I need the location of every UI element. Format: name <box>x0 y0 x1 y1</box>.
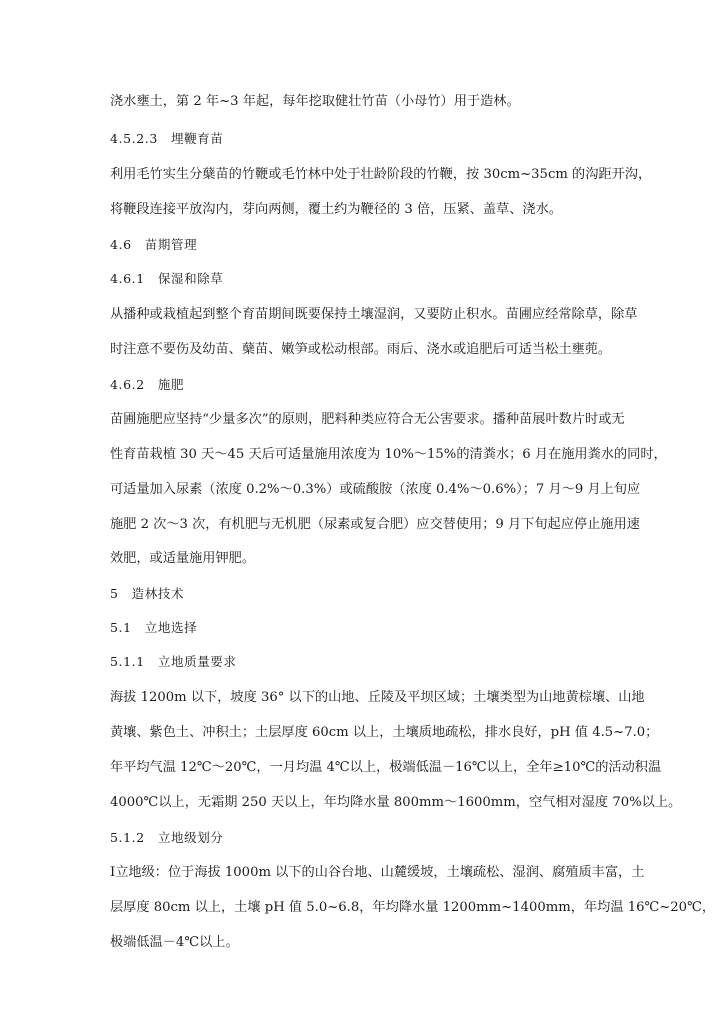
section-heading-5-1-2: 5.1.2 立地级划分 <box>110 830 224 845</box>
paragraph-line: 海拔 1200m 以下，坡度 36° 以下的山地、丘陵及平坝区域；土壤类型为山地黄棕壤、山地 <box>110 690 645 705</box>
paragraph-line: Ⅰ立地级：位于海拔 1000m 以下的山谷台地、山麓缓坡，土壤疏松、湿润、腐殖质丰富，土 <box>110 865 645 880</box>
paragraph-line: 苗圃施肥应坚持“少量多次”的原则，肥料种类应符合无公害要求。播种苗展叶数片时或无 <box>110 412 625 427</box>
section-heading-5: 5 造林技术 <box>110 586 185 601</box>
paragraph-line: 施肥 2 次～3 次，有机肥与无机肥（尿素或复合肥）应交替使用；9 月下旬起应停止施用速 <box>110 517 640 532</box>
paragraph-line: 极端低温－4℃以上。 <box>110 935 239 950</box>
paragraph-line: 利用毛竹实生分蘖苗的竹鞭或毛竹林中处于壮龄阶段的竹鞭，按 30cm~35cm 的沟距开沟， <box>110 167 652 182</box>
paragraph-line: 将鞭段连接平放沟内，芽向两侧，覆土约为鞭径的 3 倍，压紧、盖草、浇水。 <box>110 202 562 217</box>
paragraph-line: 浇水壅土，第 2 年~3 年起，每年挖取健壮竹苗（小母竹）用于造林。 <box>110 94 520 109</box>
paragraph-line: 可适量加入尿素（浓度 0.2%～0.3%）或硫酸胺（浓度 0.4%～0.6%）；7 月～9 月上旬应 <box>110 482 641 497</box>
section-heading-4-6-1: 4.6.1 保湿和除草 <box>110 271 224 286</box>
paragraph-line: 年平均气温 12℃～20℃，一月均温 4℃以上，极端低温－16℃以上，全年≥10℃的活动积温 <box>110 760 662 775</box>
paragraph-line: 黄壤、紫色土、冲积土；土层厚度 60cm 以上，土壤质地疏松，排水良好，pH 值 4.5~7.0； <box>110 725 659 740</box>
paragraph-line: 时注意不要伤及幼苗、蘖苗、嫩笋或松动根部。雨后、浇水或追肥后可适当松土壅蔸。 <box>110 342 612 357</box>
paragraph-line: 从播种或栽植起到整个育苗期间既要保持土壤湿润，又要防止积水。苗圃应经常除草，除草 <box>110 307 638 322</box>
section-heading-4-6-2: 4.6.2 施肥 <box>110 377 185 392</box>
paragraph-line: 性育苗栽植 30 天～45 天后可适量施用浓度为 10%～15%的清粪水；6 月在施用粪水的同时， <box>110 447 667 462</box>
section-heading-5-1-1: 5.1.1 立地质量要求 <box>110 654 237 669</box>
section-heading-4-5-2-3: 4.5.2.3 埋鞭育苗 <box>110 131 224 146</box>
section-heading-4-6: 4.6 苗期管理 <box>110 237 198 252</box>
paragraph-line: 层厚度 80cm 以上，土壤 pH 值 5.0~6.8，年均降水量 1200mm~1400mm，年均温 16℃~20℃， <box>110 900 716 915</box>
paragraph-line: 4000℃以上，无霜期 250 天以上，年均降水量 800mm～1600mm，空气相对湿度 70%以上。 <box>110 795 682 810</box>
paragraph-line: 效肥，或适量施用钾肥。 <box>110 551 256 566</box>
section-heading-5-1: 5.1 立地选择 <box>110 620 198 635</box>
